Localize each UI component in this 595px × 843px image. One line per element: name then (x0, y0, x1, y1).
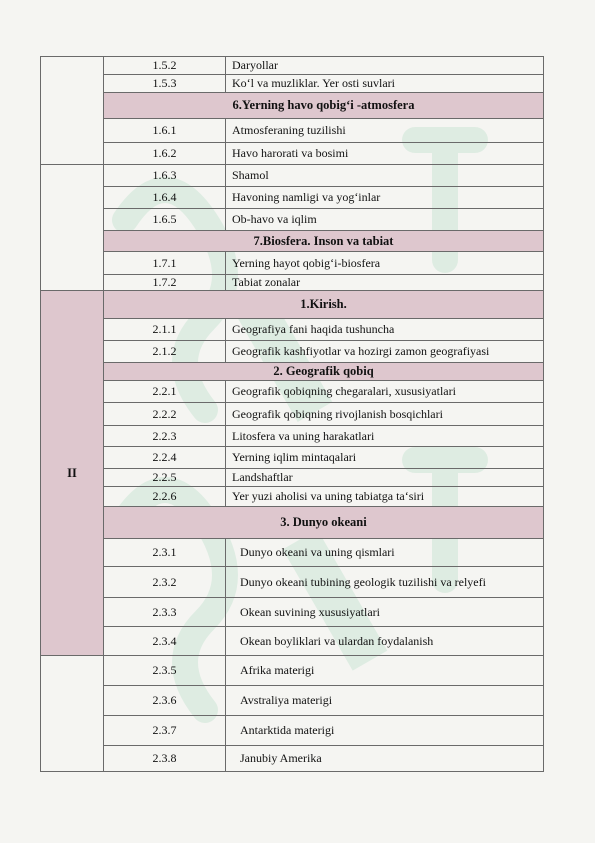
table-row (41, 686, 544, 716)
section-header-row (41, 507, 544, 539)
topic-code: 2.2.2 (104, 403, 226, 426)
topic-code: 1.6.3 (104, 165, 226, 187)
topic-title: Havoning namligi va yog‘inlar (226, 187, 544, 209)
topic-code: 1.5.3 (104, 75, 226, 93)
topic-code: 2.2.4 (104, 447, 226, 469)
table-row (41, 487, 544, 507)
table-row (41, 57, 544, 75)
section-header-row (41, 231, 544, 252)
topic-code: 2.3.1 (104, 539, 226, 567)
topic-title: Geografik qobiqning rivojlanish bosqichlari (226, 403, 544, 426)
topic-code: 1.6.4 (104, 187, 226, 209)
table-row (41, 539, 544, 567)
topic-title: Geografik kashfiyotlar va hozirgi zamon geografiyasi (226, 341, 544, 363)
topic-title: Afrika materigi (226, 656, 544, 686)
table-row (41, 209, 544, 231)
topic-code: 1.6.2 (104, 143, 226, 165)
topic-title: Ko‘l va muzliklar. Yer osti suvlari (226, 75, 544, 93)
section-cell (41, 656, 104, 772)
topic-code: 1.6.5 (104, 209, 226, 231)
topic-code: 2.3.4 (104, 627, 226, 656)
section-cell (41, 57, 104, 165)
table-row (41, 469, 544, 487)
topic-code: 2.2.5 (104, 469, 226, 487)
topic-code: 2.2.3 (104, 426, 226, 447)
topic-code: 1.7.1 (104, 252, 226, 275)
table-row (41, 598, 544, 627)
section-header-row (41, 93, 544, 119)
topic-code: 1.7.2 (104, 275, 226, 291)
topic-title: Daryollar (226, 57, 544, 75)
table-row (41, 75, 544, 93)
table-row (41, 381, 544, 403)
topic-code: 2.3.2 (104, 567, 226, 598)
section-title: 7.Biosfera. Inson va tabiat (104, 231, 544, 252)
topic-code: 1.6.1 (104, 119, 226, 143)
table-row (41, 187, 544, 209)
section-number: II (41, 291, 104, 656)
table-row (41, 716, 544, 746)
topic-title: Yerning hayot qobig‘i-biosfera (226, 252, 544, 275)
topic-title: Tabiat zonalar (226, 275, 544, 291)
topic-title: Avstraliya materigi (226, 686, 544, 716)
section-title: 2. Geografik qobiq (104, 363, 544, 381)
topic-title: Dunyo okeani tubining geologik tuzilishi va relyefi (226, 567, 544, 598)
table-row (41, 746, 544, 772)
topic-code: 2.2.1 (104, 381, 226, 403)
table-row (41, 165, 544, 187)
topic-title: Yerning iqlim mintaqalari (226, 447, 544, 469)
topic-code: 2.2.6 (104, 487, 226, 507)
table-row (41, 119, 544, 143)
table-row (41, 656, 544, 686)
topic-title: Shamol (226, 165, 544, 187)
table-row (41, 403, 544, 426)
topic-title: Antarktida materigi (226, 716, 544, 746)
table-row (41, 426, 544, 447)
topic-title: Okean boyliklari va ulardan foydalanish (226, 627, 544, 656)
topic-code: 1.5.2 (104, 57, 226, 75)
topic-code: 2.3.8 (104, 746, 226, 772)
section-header-row (41, 363, 544, 381)
topic-code: 2.3.3 (104, 598, 226, 627)
table-row (41, 567, 544, 598)
section-header-row (41, 291, 544, 319)
table-row (41, 275, 544, 291)
topic-title: Ob-havo va iqlim (226, 209, 544, 231)
section-title: 6.Yerning havo qobig‘i -atmosfera (104, 93, 544, 119)
section-title: 1.Kirish. (104, 291, 544, 319)
topic-code: 2.1.2 (104, 341, 226, 363)
topic-code: 2.1.1 (104, 319, 226, 341)
topic-title: Atmosferaning tuzilishi (226, 119, 544, 143)
table-row (41, 341, 544, 363)
table-row (41, 319, 544, 341)
topic-title: Geografiya fani haqida tushuncha (226, 319, 544, 341)
table-row (41, 143, 544, 165)
curriculum-table (40, 56, 544, 772)
table-row (41, 627, 544, 656)
topic-title: Landshaftlar (226, 469, 544, 487)
section-cell (41, 165, 104, 291)
topic-title: Yer yuzi aholisi va uning tabiatga ta‘siri (226, 487, 544, 507)
table-row (41, 252, 544, 275)
topic-title: Litosfera va uning harakatlari (226, 426, 544, 447)
table-row (41, 447, 544, 469)
topic-title: Okean suvining xususiyatlari (226, 598, 544, 627)
topic-code: 2.3.7 (104, 716, 226, 746)
topic-title: Geografik qobiqning chegaralari, xususiyatlari (226, 381, 544, 403)
topic-code: 2.3.5 (104, 656, 226, 686)
topic-code: 2.3.6 (104, 686, 226, 716)
topic-title: Havo harorati va bosimi (226, 143, 544, 165)
section-title: 3. Dunyo okeani (104, 507, 544, 539)
topic-title: Janubiy Amerika (226, 746, 544, 772)
topic-title: Dunyo okeani va uning qismlari (226, 539, 544, 567)
